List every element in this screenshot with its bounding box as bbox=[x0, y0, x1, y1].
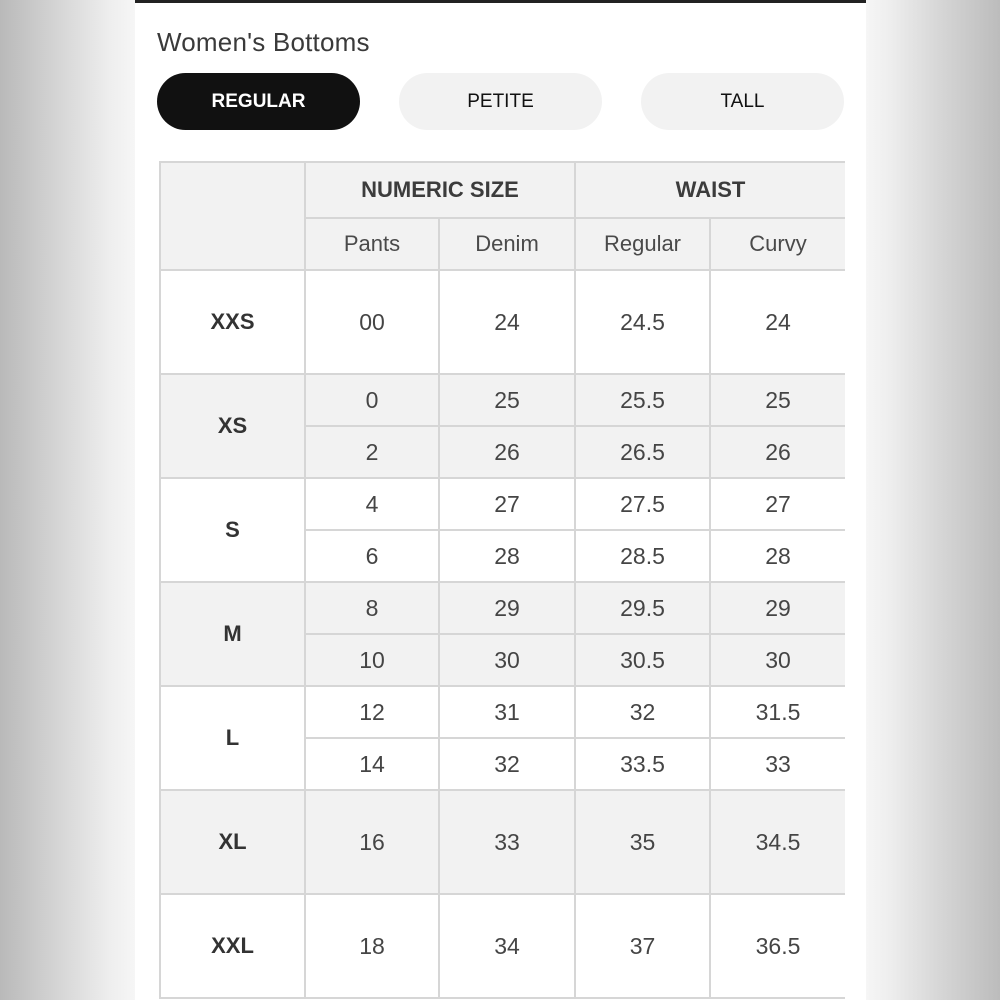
regular-waist-cell: 32 bbox=[575, 686, 710, 738]
table-row bbox=[160, 582, 845, 634]
denim-size-cell: 27 bbox=[439, 478, 575, 530]
denim-size-cell: 29 bbox=[439, 582, 575, 634]
pants-size-cell: 16 bbox=[305, 790, 439, 894]
curvy-waist-cell: 31.5 bbox=[710, 686, 845, 738]
pants-size-cell: 6 bbox=[305, 530, 439, 582]
size-label: XXS bbox=[160, 270, 305, 374]
regular-waist-cell: 33.5 bbox=[575, 738, 710, 790]
size-group-xl bbox=[160, 790, 845, 894]
regular-waist-header: Regular bbox=[575, 218, 710, 270]
size-group-l bbox=[160, 686, 845, 790]
denim-size-cell: 26 bbox=[439, 426, 575, 478]
curvy-waist-cell: 26 bbox=[710, 426, 845, 478]
pants-size-cell: 0 bbox=[305, 374, 439, 426]
size-group-xs bbox=[160, 374, 845, 478]
denim-size-cell: 33 bbox=[439, 790, 575, 894]
denim-header: Denim bbox=[439, 218, 575, 270]
table-row bbox=[160, 374, 845, 426]
table-row bbox=[160, 478, 845, 530]
pants-size-cell: 12 bbox=[305, 686, 439, 738]
denim-size-cell: 34 bbox=[439, 894, 575, 998]
tab-petite[interactable]: PETITE bbox=[399, 73, 602, 130]
curvy-waist-cell: 28 bbox=[710, 530, 845, 582]
curvy-waist-cell: 36.5 bbox=[710, 894, 845, 998]
numeric-size-header: NUMERIC SIZE bbox=[305, 162, 575, 218]
size-label: XL bbox=[160, 790, 305, 894]
curvy-waist-cell: 34.5 bbox=[710, 790, 845, 894]
page-title: Women's Bottoms bbox=[157, 27, 370, 57]
size-group-xxs bbox=[160, 270, 845, 374]
regular-waist-cell: 26.5 bbox=[575, 426, 710, 478]
curvy-waist-header: Curvy bbox=[710, 218, 845, 270]
denim-size-cell: 24 bbox=[439, 270, 575, 374]
fit-tabs bbox=[157, 73, 845, 130]
tab-tall[interactable]: TALL bbox=[641, 73, 844, 130]
waist-header: WAIST bbox=[575, 162, 845, 218]
curvy-waist-cell: 33 bbox=[710, 738, 845, 790]
regular-waist-cell: 30.5 bbox=[575, 634, 710, 686]
pants-size-cell: 00 bbox=[305, 270, 439, 374]
size-label: XS bbox=[160, 374, 305, 478]
denim-size-cell: 32 bbox=[439, 738, 575, 790]
denim-size-cell: 25 bbox=[439, 374, 575, 426]
pants-size-cell: 2 bbox=[305, 426, 439, 478]
tab-regular[interactable]: REGULAR bbox=[157, 73, 360, 130]
curvy-waist-cell: 27 bbox=[710, 478, 845, 530]
denim-size-cell: 31 bbox=[439, 686, 575, 738]
regular-waist-cell: 25.5 bbox=[575, 374, 710, 426]
pants-size-cell: 18 bbox=[305, 894, 439, 998]
size-group-xxl bbox=[160, 894, 845, 998]
pants-size-cell: 10 bbox=[305, 634, 439, 686]
pants-size-cell: 14 bbox=[305, 738, 439, 790]
denim-size-cell: 28 bbox=[439, 530, 575, 582]
pants-size-cell: 4 bbox=[305, 478, 439, 530]
pants-size-cell: 8 bbox=[305, 582, 439, 634]
size-label: S bbox=[160, 478, 305, 582]
curvy-waist-cell: 30 bbox=[710, 634, 845, 686]
size-label: L bbox=[160, 686, 305, 790]
regular-waist-cell: 37 bbox=[575, 894, 710, 998]
table-row bbox=[160, 686, 845, 738]
size-column-header bbox=[160, 162, 305, 270]
size-group-s bbox=[160, 478, 845, 582]
regular-waist-cell: 24.5 bbox=[575, 270, 710, 374]
pants-header: Pants bbox=[305, 218, 439, 270]
table-row bbox=[160, 894, 845, 998]
curvy-waist-cell: 24 bbox=[710, 270, 845, 374]
size-group-m bbox=[160, 582, 845, 686]
size-chart-panel bbox=[135, 0, 866, 1000]
regular-waist-cell: 29.5 bbox=[575, 582, 710, 634]
size-chart-table bbox=[159, 161, 845, 999]
curvy-waist-cell: 29 bbox=[710, 582, 845, 634]
denim-size-cell: 30 bbox=[439, 634, 575, 686]
table-row bbox=[160, 790, 845, 894]
table-header bbox=[160, 162, 845, 270]
size-label: M bbox=[160, 582, 305, 686]
curvy-waist-cell: 25 bbox=[710, 374, 845, 426]
regular-waist-cell: 27.5 bbox=[575, 478, 710, 530]
regular-waist-cell: 35 bbox=[575, 790, 710, 894]
regular-waist-cell: 28.5 bbox=[575, 530, 710, 582]
size-label: XXL bbox=[160, 894, 305, 998]
table-row bbox=[160, 270, 845, 374]
